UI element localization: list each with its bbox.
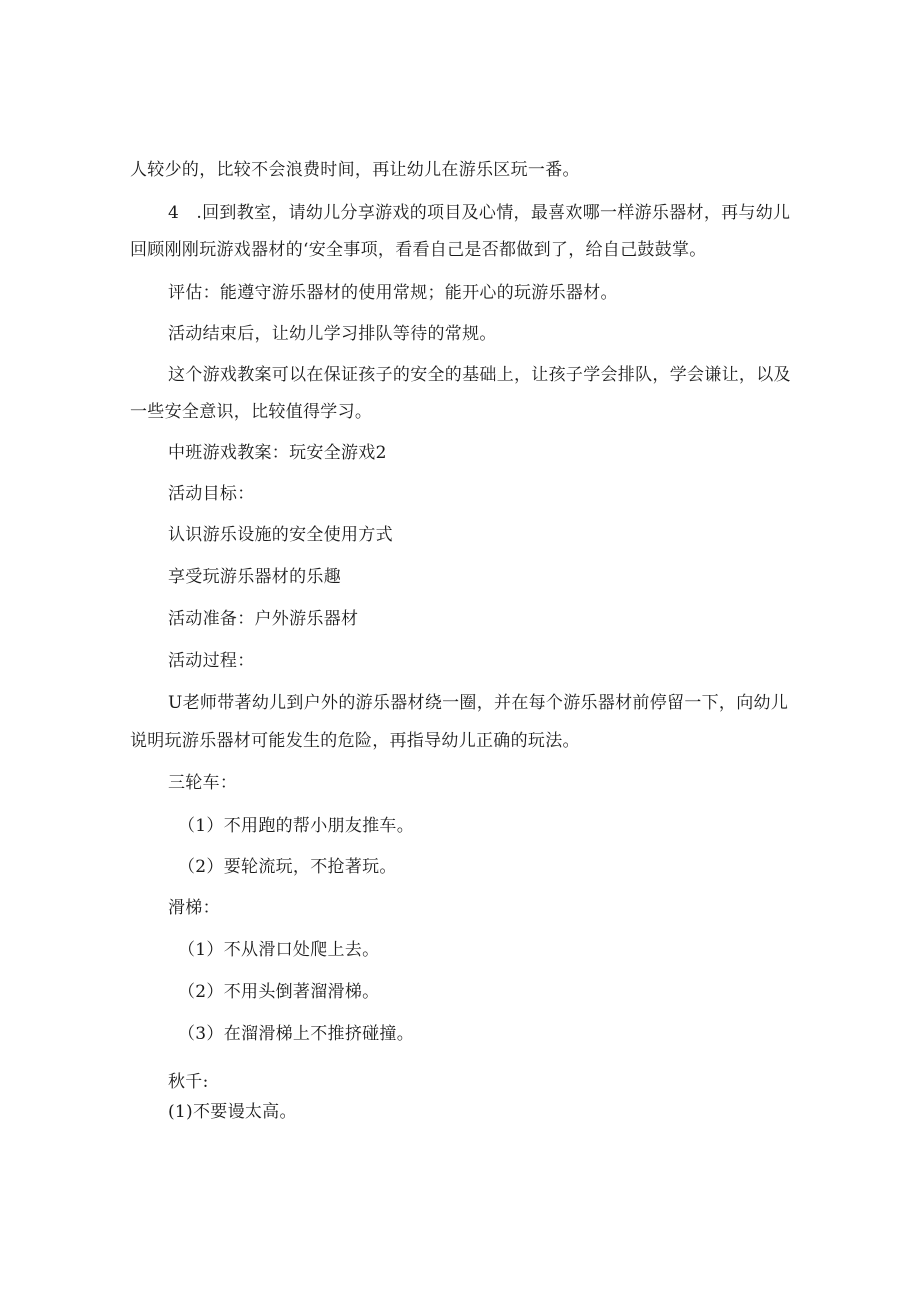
- paragraph-line: 人较少的，比较不会浪费时间，再让幼儿在游乐区玩一番。: [130, 160, 580, 180]
- paragraph-line: 享受玩游乐器材的乐趣: [168, 567, 341, 587]
- paragraph-line: U老师带著幼儿到户外的游乐器材绕一圈，并在每个游乐器材前停留一下，向幼儿: [168, 693, 789, 713]
- paragraph-line: 这个游戏教案可以在保证孩子的安全的基础上，让孩子学会排队，学会谦让，以及: [168, 365, 791, 385]
- list-item: （1）不用跑的帮小朋友推车。: [178, 816, 415, 836]
- list-item: （2）不用头倒著溜滑梯。: [178, 982, 380, 1002]
- list-item: （3）在溜滑梯上不推挤碰撞。: [178, 1024, 415, 1044]
- section-title: 中班游戏教案：玩安全游戏2: [168, 443, 387, 463]
- paragraph-line: 活动准备：户外游乐器材: [168, 609, 359, 629]
- paragraph-line: 说明玩游乐器材可能发生的危险，再指导幼儿正确的玩法。: [130, 731, 580, 751]
- paragraph-line: 一些安全意识，比较值得学习。: [130, 402, 373, 422]
- list-item: （2）要轮流玩，不抢著玩。: [178, 857, 397, 877]
- paragraph-line: 滑梯：: [168, 898, 220, 918]
- paragraph-line: 活动结束后，让幼儿学习排队等待的常规。: [168, 324, 497, 344]
- paragraph-line: 活动目标：: [168, 484, 255, 504]
- paragraph-line: 4 .回到教室，请幼儿分享游戏的项目及心情，最喜欢哪一样游乐器材，再与幼儿: [168, 203, 791, 223]
- paragraph-line: 回顾刚刚玩游戏器材的‘安全事项，看看自己是否都做到了，给自己鼓鼓掌。: [130, 240, 707, 260]
- paragraph-line: 三轮车：: [168, 773, 238, 793]
- list-item: (1)不要谩太高。: [168, 1102, 297, 1122]
- paragraph-line: 认识游乐设施的安全使用方式: [168, 525, 393, 545]
- list-item: （1）不从滑口处爬上去。: [178, 940, 380, 960]
- paragraph-line: 活动过程：: [168, 651, 255, 671]
- paragraph-line: 秋千:: [168, 1072, 209, 1092]
- paragraph-line: 评估：能遵守游乐器材的使用常规；能开心的玩游乐器材。: [168, 283, 618, 303]
